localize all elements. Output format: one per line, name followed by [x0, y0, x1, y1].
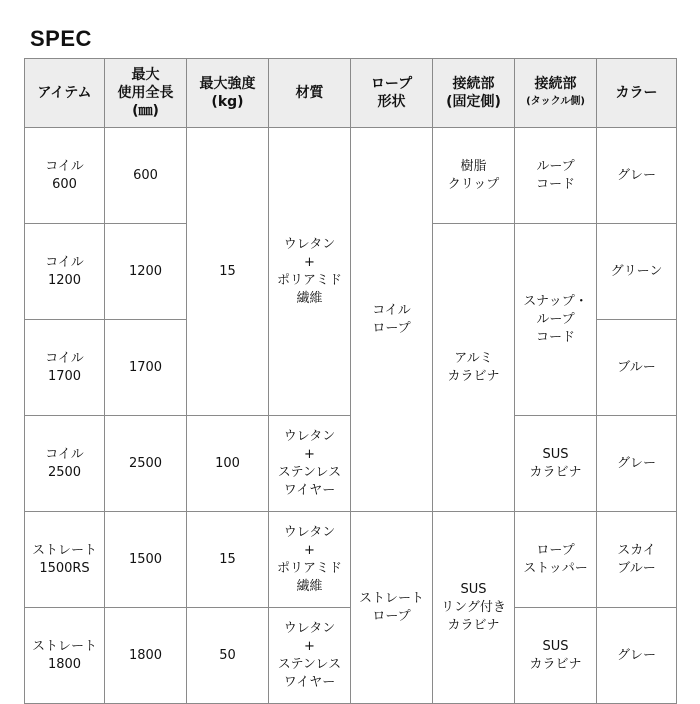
cell-connection-fixed: SUS リング付き カラビナ: [433, 512, 515, 704]
header-max-length: 最大 使用全長 (㎜): [105, 59, 187, 128]
cell-strength: 15: [187, 128, 269, 416]
cell-length: 2500: [105, 416, 187, 512]
cell-color: グレー: [597, 128, 677, 224]
cell-connection-fixed: 樹脂 クリップ: [433, 128, 515, 224]
cell-material: ウレタン + ポリアミド 繊維: [269, 128, 351, 416]
cell-length: 600: [105, 128, 187, 224]
cell-connection-tackle: SUS カラビナ: [515, 416, 597, 512]
cell-item: ストレート 1500RS: [25, 512, 105, 608]
table-row: [25, 128, 677, 224]
cell-color: グレー: [597, 608, 677, 704]
cell-material: ウレタン + ポリアミド 繊維: [269, 512, 351, 608]
spec-title: SPEC: [30, 26, 92, 51]
cell-connection-tackle: ループ コード: [515, 128, 597, 224]
header-row: [25, 59, 677, 128]
cell-connection-tackle: スナップ・ ループ コード: [515, 224, 597, 416]
cell-connection-tackle: SUS カラビナ: [515, 608, 597, 704]
cell-item: コイル 600: [25, 128, 105, 224]
cell-rope-shape: コイル ロープ: [351, 128, 433, 512]
header-color: カラー: [597, 59, 677, 128]
cell-length: 1800: [105, 608, 187, 704]
cell-color: グレー: [597, 416, 677, 512]
cell-color: スカイ ブルー: [597, 512, 677, 608]
cell-item: コイル 1200: [25, 224, 105, 320]
header-max-strength: 最大強度 (kg): [187, 59, 269, 128]
header-connection-tackle: [515, 59, 597, 128]
header-item: アイテム: [25, 59, 105, 128]
cell-color: グリーン: [597, 224, 677, 320]
cell-color: ブルー: [597, 320, 677, 416]
cell-item: ストレート 1800: [25, 608, 105, 704]
cell-length: 1500: [105, 512, 187, 608]
table-row: [25, 512, 677, 608]
cell-connection-fixed: アルミ カラビナ: [433, 224, 515, 512]
cell-strength: 50: [187, 608, 269, 704]
header-connection-fixed: 接続部 (固定側): [433, 59, 515, 128]
header-material: 材質: [269, 59, 351, 128]
cell-length: 1700: [105, 320, 187, 416]
cell-strength: 100: [187, 416, 269, 512]
cell-item: コイル 2500: [25, 416, 105, 512]
cell-connection-tackle: ロープ ストッパー: [515, 512, 597, 608]
cell-item: コイル 1700: [25, 320, 105, 416]
cell-strength: 15: [187, 512, 269, 608]
header-rope-shape: ロープ 形状: [351, 59, 433, 128]
header-connection-tackle-line2: (タックル側): [526, 96, 585, 107]
cell-rope-shape: ストレート ロープ: [351, 512, 433, 704]
cell-material: ウレタン + ステンレス ワイヤー: [269, 416, 351, 512]
cell-length: 1200: [105, 224, 187, 320]
cell-material: ウレタン + ステンレス ワイヤー: [269, 608, 351, 704]
header-connection-tackle-line1: 接続部: [534, 76, 577, 92]
spec-table: [24, 58, 677, 704]
